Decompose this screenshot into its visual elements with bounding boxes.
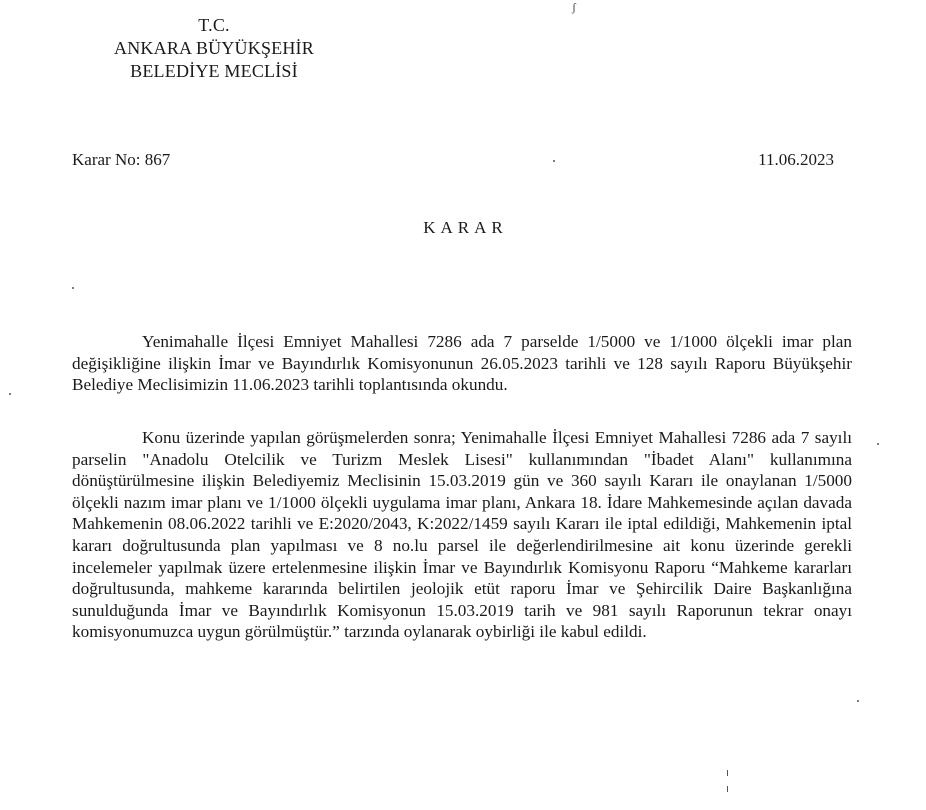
scan-speck	[9, 393, 11, 395]
scan-speck	[553, 160, 555, 162]
header-municipality: ANKARA BÜYÜKŞEHİR	[114, 38, 314, 58]
document-header	[80, 14, 348, 83]
scan-speck	[877, 443, 879, 445]
decision-date: 11.06.2023	[758, 150, 834, 169]
decision-number: Karar No: 867	[72, 150, 171, 169]
paragraph-intro: Yenimahalle İlçesi Emniyet Mahallesi 7286 ada 7 parselde 1/5000 ve 1/1000 ölçekli imar plan değişikliğine ilişkin İmar ve Bayındırlık Komisyonunun 26.05.2023 tarihli ve 128 sayılı Raporu Büyükşehir Belediye Meclisimizin 11.06.2023 tarihli toplantısında okundu.	[72, 332, 852, 395]
scan-speck	[727, 770, 728, 776]
scan-speck	[727, 786, 728, 792]
scan-speck	[72, 287, 74, 289]
scan-artifact-mark: ʃ	[572, 0, 576, 14]
paragraph-decision: Konu üzerinde yapılan görüşmelerden sonra; Yenimahalle İlçesi Emniyet Mahallesi 7286 ada 7 sayılı parselin "Anadolu Otelcilik ve Turizm Meslek Lisesi" kullanımından "İbadet Alanı" kullanımına dönüştürülmesine ilişkin Belediyemiz Meclisinin 15.03.2019 gün ve 360 sayılı Kararı ile onaylanan 1/5000 ölçekli nazım imar planı ve 1/1000 ölçekli uygulama imar planı, Ankara 18. İdare Mahkemesinde açılan davada Mahkemenin 08.06.2022 tarihli ve E:2020/2043, K:2022/1459 sayılı Kararı ile iptal edildiği, Mahkemenin iptal kararı doğrultusunda plan yapılması ve 8 no.lu parsel ile değerlendirilmesine ait konu üzerinde gerekli incelemeler yapılmak üzere ertelenmesine ilişkin İmar ve Bayındırlık Komisyonu Raporu “Mahkeme kararları doğrultusunda, mahkeme kararında belirtilen jeolojik etüt raporu İmar ve Şehircilik Daire Başkanlığına sunulduğunda İmar ve Bayındırlık Komisyonun 15.03.2019 tarih ve 981 sayılı Raporunun tekrar onayı komisyonumuzca uygun görülmüştür.” tarzında oylanarak oybirliği ile kabul edildi.	[72, 428, 852, 642]
header-country: T.C.	[198, 15, 230, 35]
header-council: BELEDİYE MECLİSİ	[130, 61, 298, 81]
document-title: KARAR	[423, 218, 508, 237]
scan-speck	[857, 700, 859, 702]
